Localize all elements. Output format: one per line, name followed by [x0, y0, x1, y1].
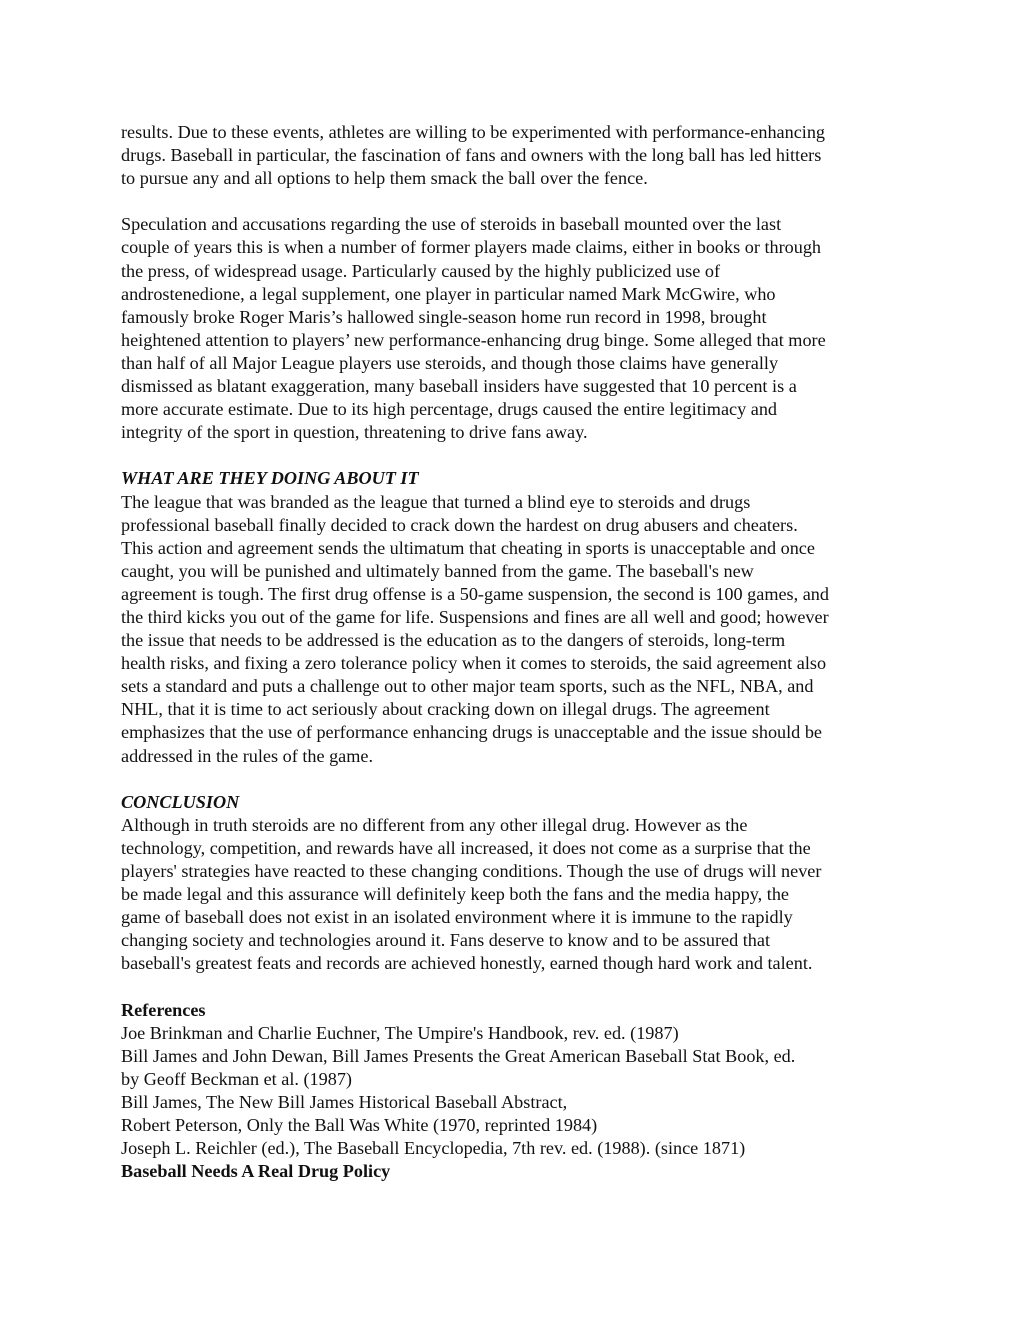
- reference-item: Bill James and John Dewan, Bill James Presents the Great American Baseball Stat Book, ed.: [121, 1045, 796, 1066]
- text-line: to pursue any and all options to help them smack the ball over the fence.: [121, 168, 648, 189]
- text-line: than half of all Major League players use steroids, and though those claims have generally: [121, 352, 779, 373]
- text-line: health risks, and fixing a zero tolerance policy when it comes to steroids, the said agreement also: [121, 653, 827, 674]
- section-heading: CONCLUSION: [121, 791, 240, 812]
- text-line: the third kicks you out of the game for life. Suspensions and fines are all well and good; however: [121, 606, 829, 627]
- text-line: game of baseball does not exist in an isolated environment where it is immune to the rapidly: [121, 907, 793, 928]
- text-line: Although in truth steroids are no different from any other illegal drug. However as the: [121, 814, 748, 835]
- reference-item: Bill James, The New Bill James Historical Baseball Abstract,: [121, 1091, 568, 1112]
- text-line: be made legal and this assurance will definitely keep both the fans and the media happy, the: [121, 884, 789, 905]
- paragraph-speculation: [121, 213, 911, 444]
- reference-item: by Geoff Beckman et al. (1987): [121, 1068, 352, 1089]
- paragraph-gap: [121, 444, 911, 467]
- document-title-footer: Baseball Needs A Real Drug Policy: [121, 1161, 391, 1182]
- text-line: professional baseball finally decided to crack down the hardest on drug abusers and cheaters.: [121, 514, 798, 535]
- text-line: baseball's greatest feats and records are achieved honestly, earned though hard work and talent.: [121, 953, 813, 974]
- section-conclusion: [121, 791, 911, 976]
- text-line: Speculation and accusations regarding the use of steroids in baseball mounted over the last: [121, 214, 782, 235]
- text-line: emphasizes that the use of performance enhancing drugs is unacceptable and the issue should be: [121, 722, 822, 743]
- paragraph-intro: [121, 121, 911, 190]
- paragraph-gap: [121, 768, 911, 791]
- section-what-are-they-doing: [121, 467, 911, 767]
- text-line: drugs. Baseball in particular, the fascination of fans and owners with the long ball has led hitters: [121, 145, 822, 166]
- text-line: addressed in the rules of the game.: [121, 745, 374, 766]
- text-line: agreement is tough. The first drug offense is a 50-game suspension, the second is 100 games, and: [121, 583, 829, 604]
- paragraph-gap: [121, 190, 911, 213]
- text-line: dismissed as blatant exaggeration, many baseball insiders have suggested that 10 percent is a: [121, 376, 797, 397]
- text-line: famously broke Roger Maris’s hallowed single-season home run record in 1998, brought: [121, 306, 767, 327]
- document-body: [121, 121, 911, 1183]
- text-line: This action and agreement sends the ultimatum that cheating in sports is unacceptable and once: [121, 537, 815, 558]
- references-heading: References: [121, 999, 206, 1020]
- text-line: caught, you will be punished and ultimately banned from the game. The baseball's new: [121, 560, 754, 581]
- paragraph-gap: [121, 975, 911, 998]
- text-line: technology, competition, and rewards have all increased, it does not come as a surprise that the: [121, 837, 811, 858]
- reference-item: Robert Peterson, Only the Ball Was White (1970, reprinted 1984): [121, 1115, 598, 1136]
- text-line: the issue that needs to be addressed is the education as to the dangers of steroids, long-term: [121, 630, 786, 651]
- text-line: couple of years this is when a number of former players made claims, either in books or through: [121, 237, 822, 258]
- reference-item: Joseph L. Reichler (ed.), The Baseball Encyclopedia, 7th rev. ed. (1988). (since 1871): [121, 1138, 746, 1159]
- section-references: [121, 999, 911, 1184]
- text-line: the press, of widespread usage. Particularly caused by the highly publicized use of: [121, 260, 720, 281]
- text-line: androstenedione, a legal supplement, one player in particular named Mark McGwire, who: [121, 283, 776, 304]
- text-line: The league that was branded as the league that turned a blind eye to steroids and drugs: [121, 491, 751, 512]
- text-line: heightened attention to players’ new performance-enhancing drug binge. Some alleged that more: [121, 329, 826, 350]
- text-line: more accurate estimate. Due to its high percentage, drugs caused the entire legitimacy and: [121, 399, 778, 420]
- text-line: sets a standard and puts a challenge out to other major team sports, such as the NFL, NBA, and: [121, 676, 814, 697]
- text-line: NHL, that it is time to act seriously about cracking down on illegal drugs. The agreement: [121, 699, 770, 720]
- section-heading: WHAT ARE THEY DOING ABOUT IT: [121, 468, 419, 489]
- text-line: players' strategies have reacted to these changing conditions. Though the use of drugs will never: [121, 861, 822, 881]
- text-line: integrity of the sport in question, threatening to drive fans away.: [121, 422, 588, 443]
- reference-item: Joe Brinkman and Charlie Euchner, The Umpire's Handbook, rev. ed. (1987): [121, 1022, 679, 1043]
- text-line: results. Due to these events, athletes are willing to be experimented with performance-enhancing: [121, 122, 826, 142]
- text-line: changing society and technologies around it. Fans deserve to know and to be assured that: [121, 930, 771, 951]
